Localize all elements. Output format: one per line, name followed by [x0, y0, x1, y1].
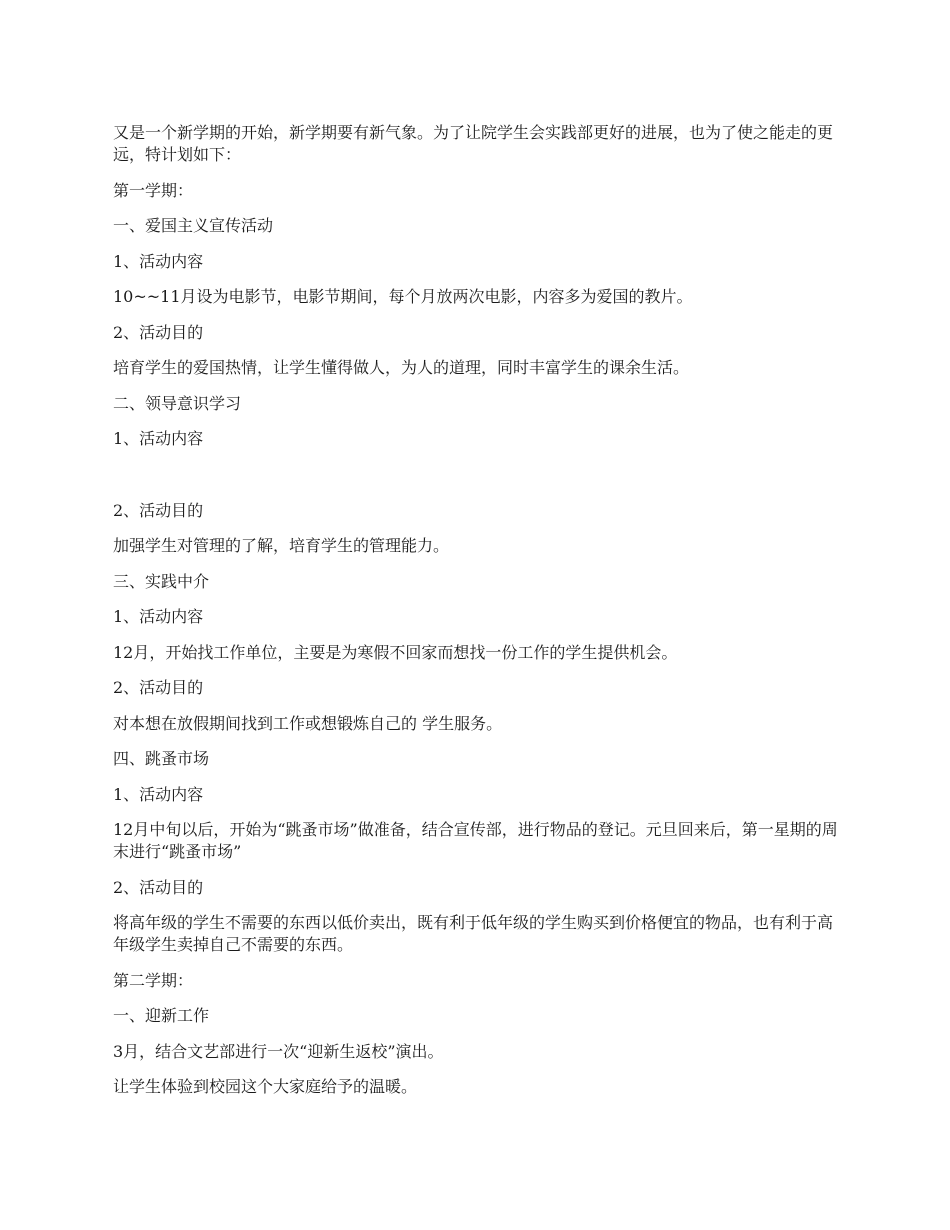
subsection-heading: 2、活动目的 — [113, 500, 204, 520]
body-paragraph: 将高年级的学生不需要的东西以低价卖出，既有利于低年级的学生购买到价格便宜的物品，也有利于高年级学生卖掉自己不需要的东西。 — [113, 913, 834, 954]
body-paragraph: 12月，开始找工作单位，主要是为寒假不回家而想找一份工作的学生提供机会。 — [113, 642, 678, 662]
section-heading: 四、跳蚤市场 — [113, 749, 210, 768]
section-heading: 二、领导意识学习 — [113, 393, 242, 413]
section-heading: 一、爱国主义宣传活动 — [113, 216, 274, 235]
section-heading: 一、迎新工作 — [113, 1006, 210, 1025]
intro-paragraph: 又是一个新学期的开始，新学期要有新气象。为了让院学生会实践部更好的进展，也为了使之能走的更远，特计划如下： — [113, 123, 834, 164]
subsection-heading: 1、活动内容 — [113, 607, 204, 626]
section-heading: 三、实践中介 — [113, 571, 210, 591]
second-semester-heading: 第二学期： — [113, 970, 194, 990]
body-paragraph: 10~~11月设为电影节，电影节期间，每个月放两次电影，内容多为爱国的教片。 — [113, 287, 693, 306]
body-paragraph: 培育学生的爱国热情，让学生懂得做人，为人的道理，同时丰富学生的课余生活。 — [113, 358, 690, 377]
subsection-heading: 2、活动目的 — [113, 678, 204, 697]
body-paragraph: 12月中旬以后，开始为“跳蚤市场”做准备，结合宣传部，进行物品的登记。元旦回来后，第一星期的周末进行“跳蚤市场” — [113, 820, 838, 861]
empty-paragraph — [113, 464, 841, 500]
subsection-heading: 1、活动内容 — [113, 784, 204, 804]
subsection-heading: 1、活动内容 — [113, 429, 204, 448]
body-paragraph: 让学生体验到校园这个大家庭给予的温暖。 — [113, 1077, 418, 1096]
subsection-heading: 2、活动目的 — [113, 322, 204, 342]
first-semester-heading: 第一学期： — [113, 180, 194, 200]
document-body — [113, 122, 841, 1112]
body-paragraph: 对本想在放假期间找到工作或想锻炼自己的 学生服务。 — [113, 713, 503, 733]
subsection-heading: 2、活动目的 — [113, 877, 204, 897]
body-paragraph: 加强学生对管理的了解，培育学生的管理能力。 — [113, 536, 450, 555]
body-paragraph: 3月，结合文艺部进行一次“迎新生返校”演出。 — [113, 1041, 444, 1061]
subsection-heading: 1、活动内容 — [113, 251, 204, 271]
